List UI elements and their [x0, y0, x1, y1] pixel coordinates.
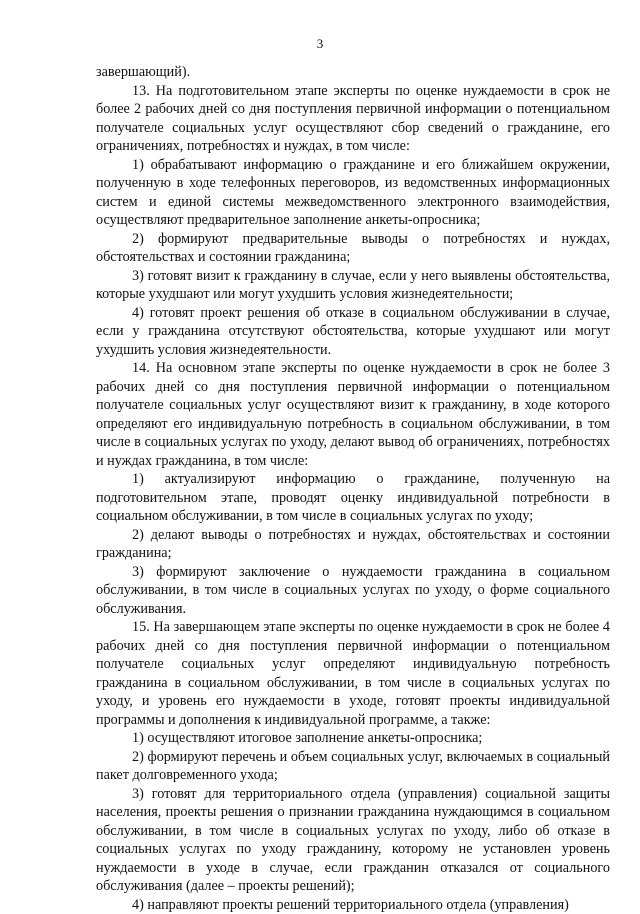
paragraph-14-item-3: 3) формируют заключение о нуждаемости гражданина в социальном обслуживании, в том числе в социальных услугах по уходу, о форме социального обслуживания. [96, 563, 610, 619]
paragraph-15-item-4: 4) направляют проекты решений территориального отдела (управления) [96, 896, 610, 914]
paragraph-14: 14. На основном этапе эксперты по оценке нуждаемости в срок не более 3 рабочих дней со дня поступления первичной информации о потенциальном получателе социальных услуг осуществляют визит к гражданину, в ходе которого определяют его индивидуальную потребность в социальном обслуживании, в том числе в социальных услугах по уходу, делают вывод об ограничениях, потребностях и нуждах гражданина, в том числе: [96, 359, 610, 470]
paragraph-13-item-2: 2) формируют предварительные выводы о потребностях и нуждах, обстоятельствах и состоянии гражданина; [96, 230, 610, 267]
paragraph-13-item-4: 4) готовят проект решения об отказе в социальном обслуживании в случае, если у гражданина отсутствуют обстоятельства, которые ухудшают или могут ухудшить условия жизнедеятельности. [96, 304, 610, 360]
paragraph-13-item-1: 1) обрабатывают информацию о гражданине и его ближайшем окружении, полученную в ходе телефонных переговоров, из ведомственных информационных систем и единой системы межведомственного электронного взаимодействия, осуществляют предварительное заполнение анкеты-опросника; [96, 156, 610, 230]
paragraph-continuation: завершающий). [96, 63, 610, 82]
paragraph-14-item-1: 1) актуализируют информацию о гражданине, полученную на подготовительном этапе, проводят оценку индивидуальной потребности в социальном обслуживании, в том числе в социальных услугах по уходу; [96, 470, 610, 526]
paragraph-15: 15. На завершающем этапе эксперты по оценке нуждаемости в срок не более 4 рабочих дней со дня поступления первичной информации о потенциальном получателе социальных услуг определяют индивидуальную потребность гражданина в социальном обслуживании, в том числе в социальных услугах по уходу, и уровень его нуждаемости в уходе, готовят проекты индивидуальной программы и дополнения к индивидуальной программе, а также: [96, 618, 610, 729]
paragraph-15-item-2: 2) формируют перечень и объем социальных услуг, включаемых в социальный пакет долговременного ухода; [96, 748, 610, 785]
paragraph-13: 13. На подготовительном этапе эксперты по оценке нуждаемости в срок не более 2 рабочих дней со дня поступления первичной информации о потенциальном получателе социальных услуг осуществляют сбор сведений о гражданине, его ограничениях, потребностях и нуждах, в том числе: [96, 82, 610, 156]
paragraph-14-item-2: 2) делают выводы о потребностях и нуждах, обстоятельствах и состоянии гражданина; [96, 526, 610, 563]
document-body [96, 63, 610, 914]
paragraph-15-item-1: 1) осуществляют итоговое заполнение анкеты-опросника; [96, 729, 610, 748]
page-number: 3 [0, 36, 640, 52]
paragraph-15-item-3: 3) готовят для территориального отдела (управления) социальной защиты населения, проекты решения о признании гражданина нуждающимся в социальном обслуживании, в том числе в социальных услугах по уходу, либо об отказе в социальных услугах по уходу гражданину, которому не установлен уровень нуждаемости в уходе в случае, если гражданин отказался от социального обслуживания (далее – проекты решений); [96, 785, 610, 896]
paragraph-13-item-3: 3) готовят визит к гражданину в случае, если у него выявлены обстоятельства, которые ухудшают или могут ухудшить условия жизнедеятельности; [96, 267, 610, 304]
